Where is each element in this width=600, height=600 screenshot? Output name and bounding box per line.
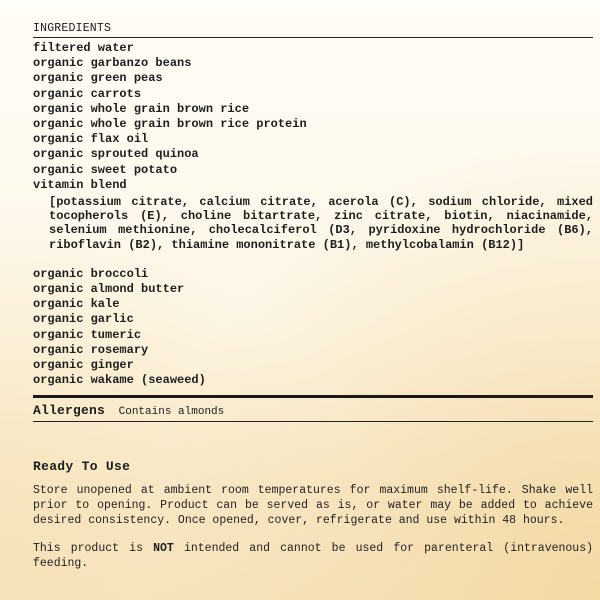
- allergens-row: [33, 401, 593, 422]
- ingredient-item: organic tumeric: [33, 327, 142, 342]
- section-divider: [33, 395, 593, 398]
- ingredient-item: organic green peas: [33, 71, 163, 86]
- ingredients-list: [33, 41, 593, 193]
- storage-instructions: Store unopened at ambient room temperatures for maximum shelf-life. Shake well prior to opening. Product can be served as is, or water may be added to achieve desired consistency. Once opened, cover, refrigerate and use within 48 hours.: [33, 484, 593, 528]
- ingredient-item-vitamin-blend: vitamin blend: [33, 177, 127, 192]
- ingredient-item: organic sprouted quinoa: [33, 147, 199, 162]
- warning-suffix: intended and cannot be used for parenteral (intravenous) feeding.: [33, 541, 594, 570]
- ingredient-item: organic wakame (seaweed): [33, 373, 206, 388]
- ingredient-item: organic garbanzo beans: [33, 56, 192, 71]
- ingredient-item: organic kale: [33, 297, 120, 312]
- ingredient-item: organic rosemary: [33, 342, 149, 357]
- nutrition-label: [33, 0, 593, 571]
- ingredient-item: organic sweet potato: [33, 162, 178, 177]
- warning-prefix: This product is: [33, 541, 143, 555]
- ingredients-header: INGREDIENTS: [33, 22, 593, 38]
- vitamin-blend-detail: [potassium citrate, calcium citrate, acerola (C), sodium chloride, mixed tocopherols (E), choline bitartrate, zinc citrate, biotin, niacinamide, selenium methionine, cholecalciferol (D3, pyridoxine hydrochloride (B6), riboflavin (B2), thiamine mononitrate (B1), methylcobalamin (B12)]: [49, 195, 593, 252]
- feeding-warning: [33, 542, 593, 572]
- ingredient-item: organic flax oil: [33, 132, 149, 147]
- allergens-label: Allergens: [33, 403, 106, 419]
- ingredient-item: organic whole grain brown rice protein: [33, 117, 307, 132]
- ingredients-list-continued: [33, 267, 593, 389]
- allergens-text: Contains almonds: [118, 406, 225, 419]
- ingredient-item: organic almond butter: [33, 282, 185, 297]
- ready-to-use-title: Ready To Use: [33, 459, 131, 475]
- ingredient-item: organic broccoli: [33, 266, 149, 281]
- ingredient-item: organic ginger: [33, 358, 134, 373]
- ingredient-item: organic garlic: [33, 312, 134, 327]
- ingredient-item: organic carrots: [33, 86, 142, 101]
- warning-emphasis: NOT: [153, 541, 174, 555]
- ingredient-item: filtered water: [33, 41, 134, 55]
- ingredient-item: organic whole grain brown rice: [33, 101, 250, 116]
